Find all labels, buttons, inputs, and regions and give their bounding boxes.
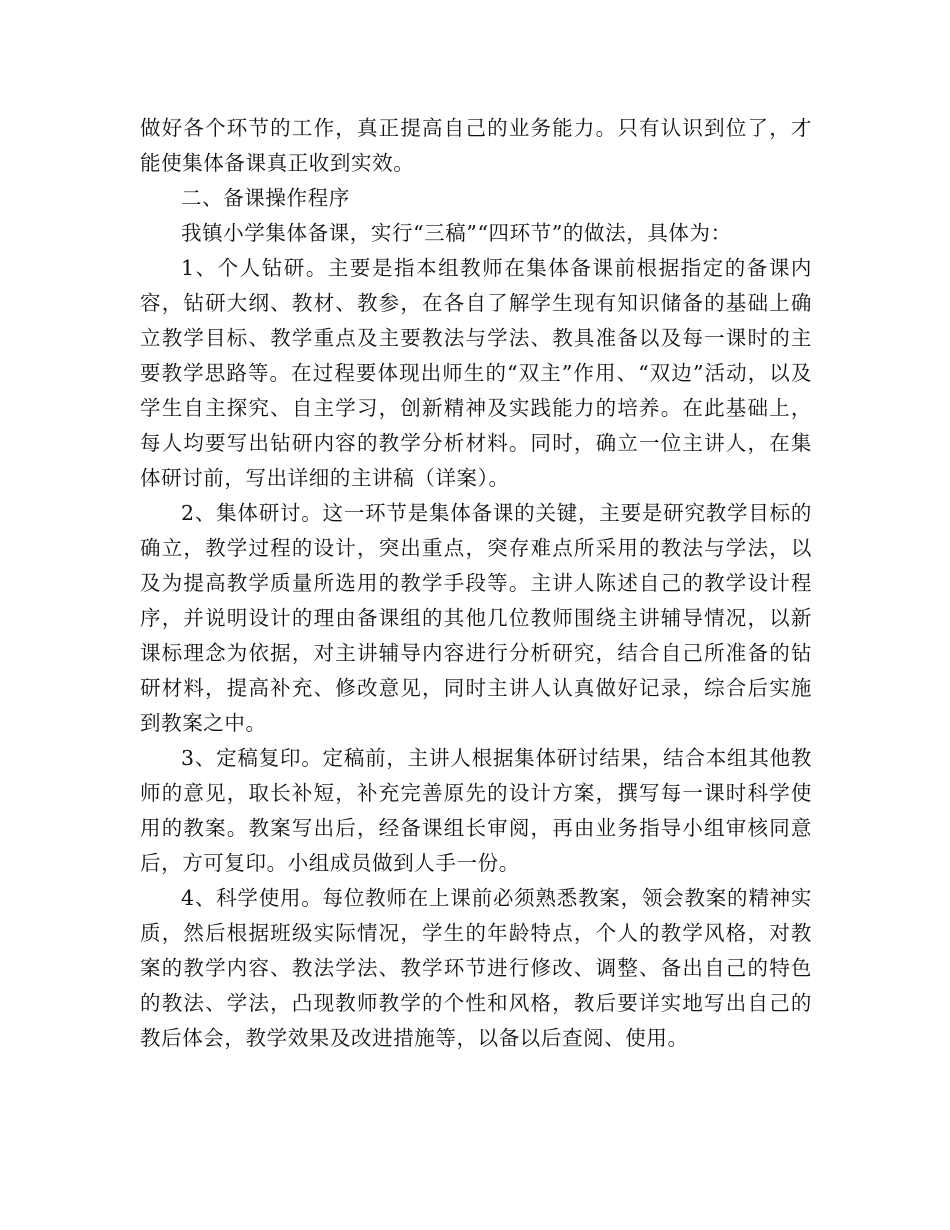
paragraph-step-2: 2、集体研讨。这一环节是集体备课的关键，主要是研究教学目标的确立，教学过程的设计，突出重点，突存难点所采用的教法与学法，以及为提高教学质量所选用的教学手段等。主讲人陈述自己的教学设计程序，并说明设计的理由备课组的其他几位教师围绕主讲辅导情况，以新课标理念为依据，对主讲辅导内容进行分析研究，结合自己所准备的钻研材料，提高补充、修改意见，同时主讲人认真做好记录，综合后实施到教案之中。: [140, 501, 812, 735]
paragraph-continuation: 做好各个环节的工作，真正提高自己的业务能力。只有认识到位了，才能使集体备课真正收到实效。: [140, 116, 812, 175]
paragraph-intro: 我镇小学集体备课，实行“三稿”“四环节”的做法，具体为：: [181, 221, 732, 245]
paragraph-step-3: 3、定稿复印。定稿前，主讲人根据集体研讨结果，结合本组其他教师的意见，取长补短，补充完善原先的设计方案，撰写每一课时科学使用的教案。教案写出后，经备课组长审阅，再由业务指导小组审核同意后，方可复印。小组成员做到人手一份。: [140, 746, 812, 875]
document-page: [140, 111, 812, 1056]
paragraph-step-4: 4、科学使用。每位教师在上课前必须熟悉教案，领会教案的精神实质，然后根据班级实际情况，学生的年龄特点，个人的教学风格，对教案的教学内容、教法学法、教学环节进行修改、调整、备出自己的特色的教法、学法，凸现教师教学的个性和风格，教后要详实地写出自己的教后体会，教学效果及改进措施等，以备以后查阅、使用。: [140, 886, 812, 1050]
paragraph-step-1: 1、个人钻研。主要是指本组教师在集体备课前根据指定的备课内容，钻研大纲、教材、教参，在各自了解学生现有知识储备的基础上确立教学目标、教学重点及主要教法与学法、教具准备以及每一课时的主要教学思路等。在过程要体现出师生的“双主”作用、“双边”活动，以及学生自主探究、自主学习，创新精神及实践能力的培养。在此基础上，每人均要写出钻研内容的教学分析材料。同时，确立一位主讲人，在集体研讨前，写出详细的主讲稿（详案）。: [140, 256, 812, 490]
section-heading-lesson-procedure: 二、备课操作程序: [181, 186, 350, 210]
